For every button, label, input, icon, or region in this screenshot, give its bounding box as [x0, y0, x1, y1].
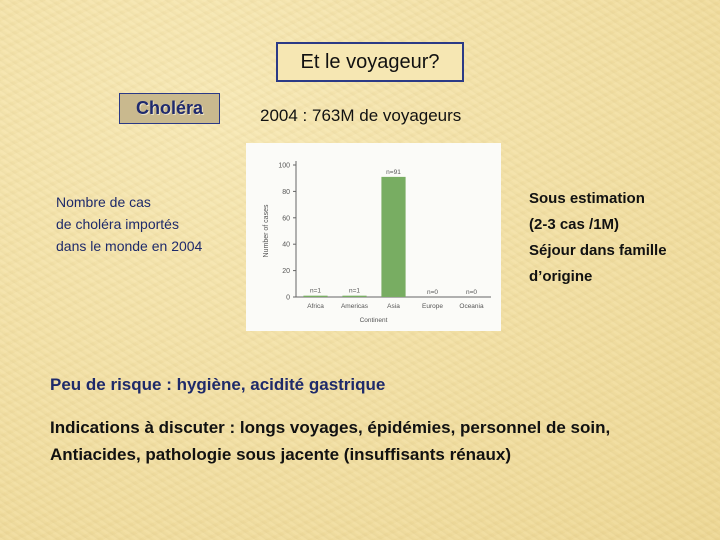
x-tick-label: Europe	[422, 303, 443, 310]
chart-svg	[246, 143, 501, 331]
bar-value-label: n=0	[465, 289, 478, 296]
x-tick-label: Asia	[387, 303, 400, 310]
bar-value-label: n=1	[348, 287, 361, 295]
bar-africa	[303, 296, 327, 297]
y-tick-label: 80	[282, 188, 290, 196]
indications-line-2: Antiacides, pathologie sous jacente (insuffisants rénaux)	[50, 445, 511, 464]
estimation-line-1: Sous estimation	[529, 190, 645, 207]
disease-label: Choléra	[119, 93, 220, 124]
y-tick-label: 100	[278, 162, 290, 170]
x-tick-label: Oceania	[459, 303, 484, 310]
x-tick-label: Africa	[307, 303, 324, 310]
y-tick-label: 60	[282, 215, 290, 223]
x-axis-label: Continent	[359, 317, 388, 324]
slide-title: Et le voyageur?	[276, 42, 464, 82]
y-tick-label: 20	[282, 268, 290, 276]
bar-value-label: n=1	[309, 287, 322, 295]
y-tick-label: 40	[282, 241, 290, 249]
bar-value-label: n=0	[426, 289, 439, 296]
risk-statement: Peu de risque : hygiène, acidité gastrique	[50, 375, 386, 394]
cases-line-3: dans le monde en 2004	[56, 238, 203, 254]
y-tick-label: 0	[286, 294, 290, 302]
cases-description	[56, 191, 246, 257]
indications-text	[50, 414, 715, 468]
bar-americas	[342, 296, 366, 297]
estimation-line-4: d’origine	[529, 268, 593, 285]
travelers-count: 2004 : 763M de voyageurs	[260, 106, 462, 125]
cases-line-2: de choléra importés	[56, 216, 179, 232]
x-tick-label: Americas	[340, 303, 369, 310]
y-axis-label: Number of cases	[263, 204, 270, 258]
bar-asia	[381, 177, 405, 297]
cases-line-1: Nombre de cas	[56, 194, 151, 210]
estimation-line-2: (2-3 cas /1M)	[529, 216, 620, 233]
estimation-note	[529, 186, 709, 290]
cholera-cases-chart	[246, 143, 501, 331]
estimation-line-3: Séjour dans famille	[529, 242, 667, 259]
bar-value-label: n=91	[386, 168, 401, 176]
indications-line-1: Indications à discuter : longs voyages, épidémies, personnel de soin,	[50, 418, 611, 437]
